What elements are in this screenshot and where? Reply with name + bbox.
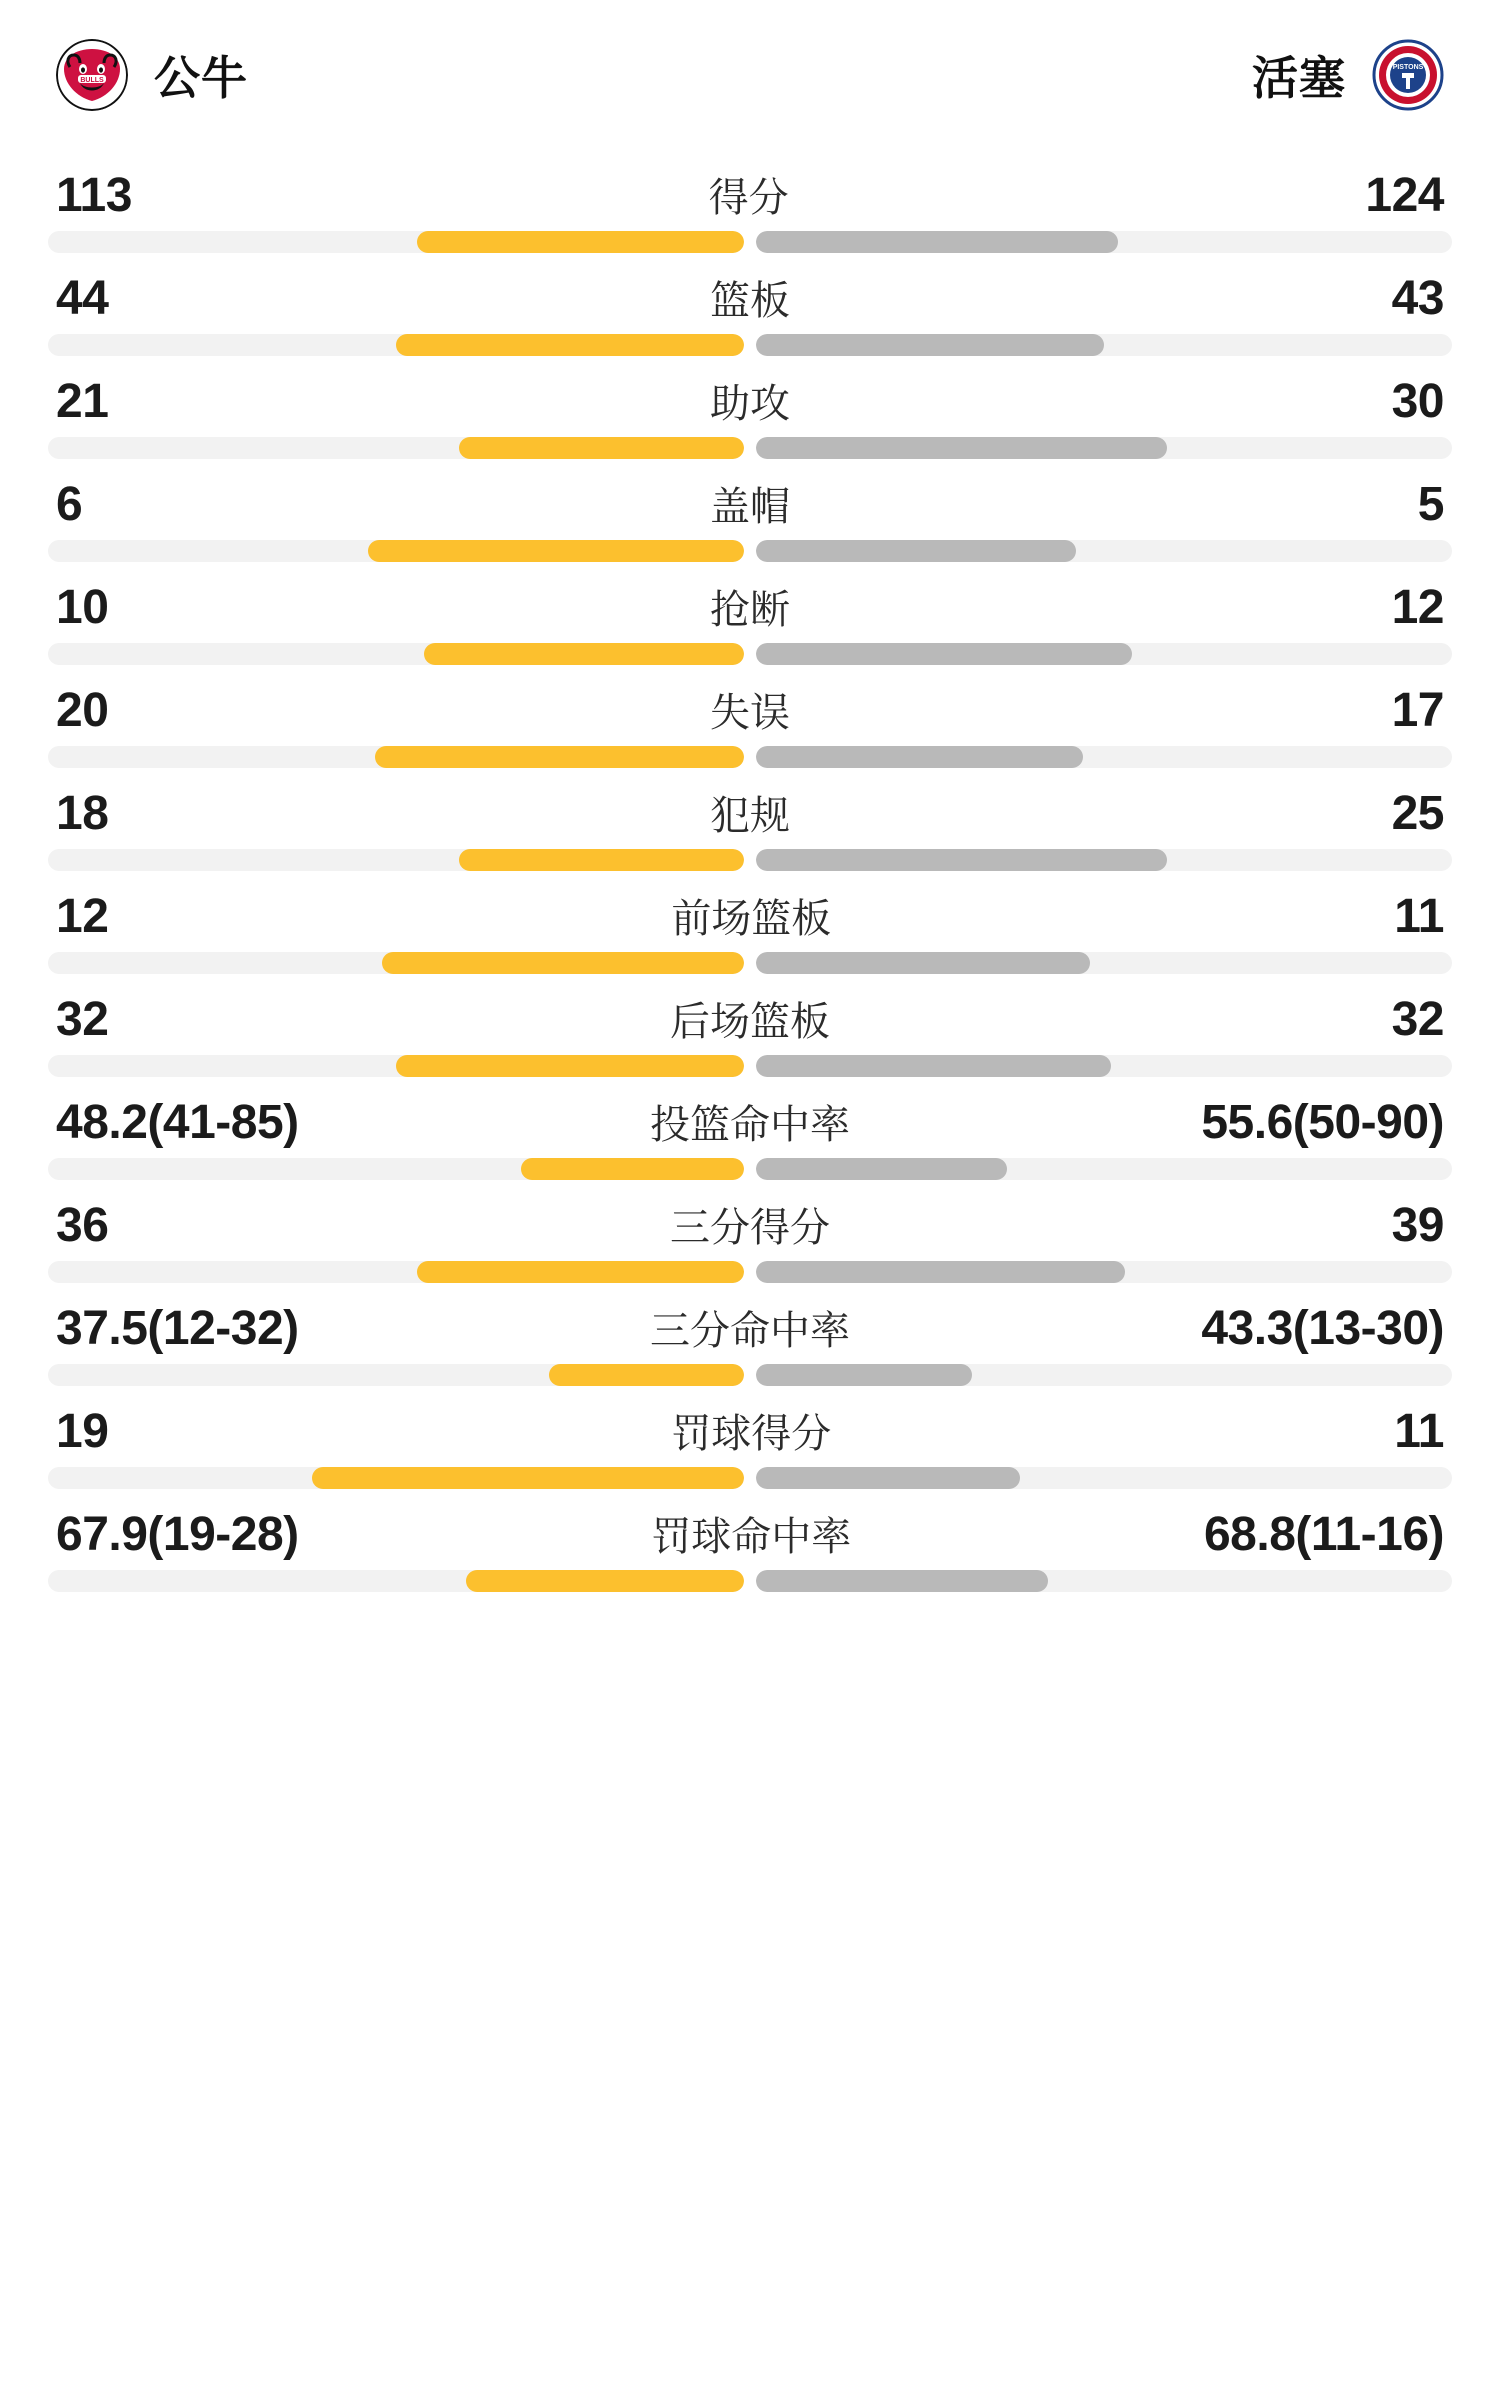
- home-bar-fill: [459, 437, 744, 459]
- away-team-name: 活塞: [1252, 52, 1346, 104]
- stat-row: [48, 1077, 1452, 1180]
- home-stat-value: 21: [56, 375, 109, 428]
- home-team-name: 公牛: [154, 52, 248, 104]
- home-stat-value: 6: [56, 478, 83, 531]
- stat-row-values: [48, 166, 1452, 231]
- home-bar-fill: [396, 334, 744, 356]
- stat-row-values: [48, 1402, 1452, 1467]
- home-bar-fill: [424, 643, 744, 665]
- away-bar-fill: [756, 437, 1167, 459]
- stat-label: 助攻: [710, 382, 790, 426]
- home-stat-value: 18: [56, 787, 109, 840]
- stat-label: 得分: [708, 176, 789, 220]
- away-bar-fill: [756, 952, 1090, 974]
- stat-bars: [48, 1570, 1452, 1592]
- away-bar-fill: [756, 1467, 1020, 1489]
- home-bar-track: [48, 1055, 744, 1077]
- stat-row-values: [48, 1093, 1452, 1158]
- away-bar-fill: [756, 334, 1104, 356]
- home-bar-track: [48, 437, 744, 459]
- home-team[interactable]: [56, 39, 248, 111]
- stat-bars: [48, 334, 1452, 356]
- away-team[interactable]: [1252, 39, 1444, 111]
- home-bar-track: [48, 334, 744, 356]
- stat-bars: [48, 437, 1452, 459]
- stat-bars: [48, 746, 1452, 768]
- home-bar-track: [48, 1158, 744, 1180]
- stat-row: [48, 1283, 1452, 1386]
- stat-row: [48, 665, 1452, 768]
- stat-row: [48, 562, 1452, 665]
- away-stat-value: 32: [1391, 993, 1444, 1046]
- home-stat-value: 113: [56, 169, 132, 222]
- away-bar-fill: [756, 540, 1076, 562]
- away-stat-value: 17: [1391, 684, 1444, 737]
- teams-header: [48, 0, 1452, 150]
- away-stat-value: 124: [1365, 169, 1444, 222]
- stat-row: [48, 974, 1452, 1077]
- away-bar-fill: [756, 1364, 972, 1386]
- home-bar-track: [48, 540, 744, 562]
- stat-row-values: [48, 1196, 1452, 1261]
- home-bar-fill: [396, 1055, 744, 1077]
- stat-bars: [48, 849, 1452, 871]
- stat-row-values: [48, 990, 1452, 1055]
- stats-list: [48, 150, 1452, 1592]
- away-bar-fill: [756, 643, 1132, 665]
- stat-row-values: [48, 887, 1452, 952]
- away-bar-track: [756, 437, 1452, 459]
- stat-label: 篮板: [710, 279, 790, 323]
- stat-label: 失误: [710, 691, 790, 735]
- home-bar-track: [48, 849, 744, 871]
- stat-label: 罚球得分: [671, 1412, 832, 1456]
- home-bar-track: [48, 1364, 744, 1386]
- stat-row: [48, 356, 1452, 459]
- away-bar-track: [756, 540, 1452, 562]
- away-bar-track: [756, 849, 1452, 871]
- home-stat-value: 10: [56, 581, 109, 634]
- away-bar-track: [756, 746, 1452, 768]
- stat-bars: [48, 1261, 1452, 1283]
- stat-row-values: [48, 269, 1452, 334]
- away-bar-fill: [756, 231, 1118, 253]
- away-bar-fill: [756, 1055, 1111, 1077]
- away-bar-fill: [756, 1158, 1007, 1180]
- stat-row: [48, 253, 1452, 356]
- home-stat-value: 12: [56, 890, 109, 943]
- home-bar-fill: [466, 1570, 744, 1592]
- stat-row-values: [48, 784, 1452, 849]
- stat-bars: [48, 231, 1452, 253]
- stat-bars: [48, 1158, 1452, 1180]
- stat-row-values: [48, 475, 1452, 540]
- home-bar-fill: [417, 1261, 744, 1283]
- home-bar-fill: [459, 849, 744, 871]
- away-bar-track: [756, 1467, 1452, 1489]
- away-bar-track: [756, 1570, 1452, 1592]
- home-stat-value: 67.9(19-28): [56, 1508, 299, 1561]
- home-bar-fill: [375, 746, 744, 768]
- home-bar-fill: [521, 1158, 744, 1180]
- home-stat-value: 32: [56, 993, 109, 1046]
- stat-label: 三分得分: [670, 1206, 830, 1250]
- stat-row: [48, 1180, 1452, 1283]
- away-stat-value: 5: [1417, 478, 1444, 531]
- stat-label: 后场篮板: [670, 1000, 830, 1044]
- stat-row-values: [48, 681, 1452, 746]
- home-bar-track: [48, 746, 744, 768]
- pistons-logo: [1372, 39, 1444, 111]
- away-bar-track: [756, 1055, 1452, 1077]
- home-bar-track: [48, 1261, 744, 1283]
- stat-row: [48, 768, 1452, 871]
- home-stat-value: 19: [56, 1405, 109, 1458]
- away-bar-fill: [756, 1261, 1125, 1283]
- stat-row: [48, 150, 1452, 253]
- away-stat-value: 11: [1394, 890, 1444, 943]
- stat-row-values: [48, 1505, 1452, 1570]
- away-bar-fill: [756, 1570, 1048, 1592]
- away-bar-fill: [756, 849, 1167, 871]
- away-stat-value: 55.6(50-90): [1201, 1096, 1444, 1149]
- home-stat-value: 48.2(41-85): [56, 1096, 299, 1149]
- bulls-logo: [56, 39, 128, 111]
- home-bar-fill: [312, 1467, 744, 1489]
- stat-bars: [48, 1364, 1452, 1386]
- home-bar-track: [48, 952, 744, 974]
- home-bar-track: [48, 643, 744, 665]
- stat-row-values: [48, 578, 1452, 643]
- away-bar-track: [756, 1261, 1452, 1283]
- stat-row-values: [48, 1299, 1452, 1364]
- stat-row-values: [48, 372, 1452, 437]
- stat-row: [48, 1489, 1452, 1592]
- home-bar-track: [48, 231, 744, 253]
- home-stat-value: 20: [56, 684, 109, 737]
- away-stat-value: 68.8(11-16): [1203, 1508, 1444, 1561]
- home-bar-fill: [368, 540, 744, 562]
- away-stat-value: 25: [1391, 787, 1444, 840]
- stat-bars: [48, 540, 1452, 562]
- away-bar-track: [756, 334, 1452, 356]
- stat-bars: [48, 1055, 1452, 1077]
- home-bar-fill: [417, 231, 744, 253]
- away-stat-value: 11: [1394, 1405, 1444, 1458]
- stat-bars: [48, 952, 1452, 974]
- away-bar-fill: [756, 746, 1083, 768]
- home-bar-fill: [382, 952, 744, 974]
- away-bar-track: [756, 643, 1452, 665]
- home-stat-value: 37.5(12-32): [56, 1302, 299, 1355]
- away-bar-track: [756, 952, 1452, 974]
- svg-text:PISTONS: PISTONS: [1392, 64, 1424, 71]
- stat-row: [48, 1386, 1452, 1489]
- home-stat-value: 36: [56, 1199, 109, 1252]
- stat-bars: [48, 1467, 1452, 1489]
- home-bar-track: [48, 1467, 744, 1489]
- home-stat-value: 44: [56, 272, 109, 325]
- stat-label: 投篮命中率: [650, 1103, 850, 1147]
- stat-label: 盖帽: [710, 485, 790, 529]
- stat-bars: [48, 643, 1452, 665]
- svg-text:BULLS: BULLS: [80, 77, 104, 84]
- home-bar-fill: [549, 1364, 744, 1386]
- stat-row: [48, 459, 1452, 562]
- stat-label: 三分命中率: [650, 1309, 850, 1353]
- away-stat-value: 43.3(13-30): [1201, 1302, 1444, 1355]
- away-bar-track: [756, 1158, 1452, 1180]
- stat-label: 抢断: [710, 588, 790, 632]
- stat-label: 罚球命中率: [651, 1515, 852, 1559]
- away-stat-value: 30: [1391, 375, 1444, 428]
- stat-row: [48, 871, 1452, 974]
- stat-label: 犯规: [710, 794, 790, 838]
- away-stat-value: 43: [1391, 272, 1444, 325]
- away-bar-track: [756, 231, 1452, 253]
- away-bar-track: [756, 1364, 1452, 1386]
- home-bar-track: [48, 1570, 744, 1592]
- away-stat-value: 12: [1391, 581, 1444, 634]
- stat-label: 前场篮板: [671, 897, 832, 941]
- away-stat-value: 39: [1391, 1199, 1444, 1252]
